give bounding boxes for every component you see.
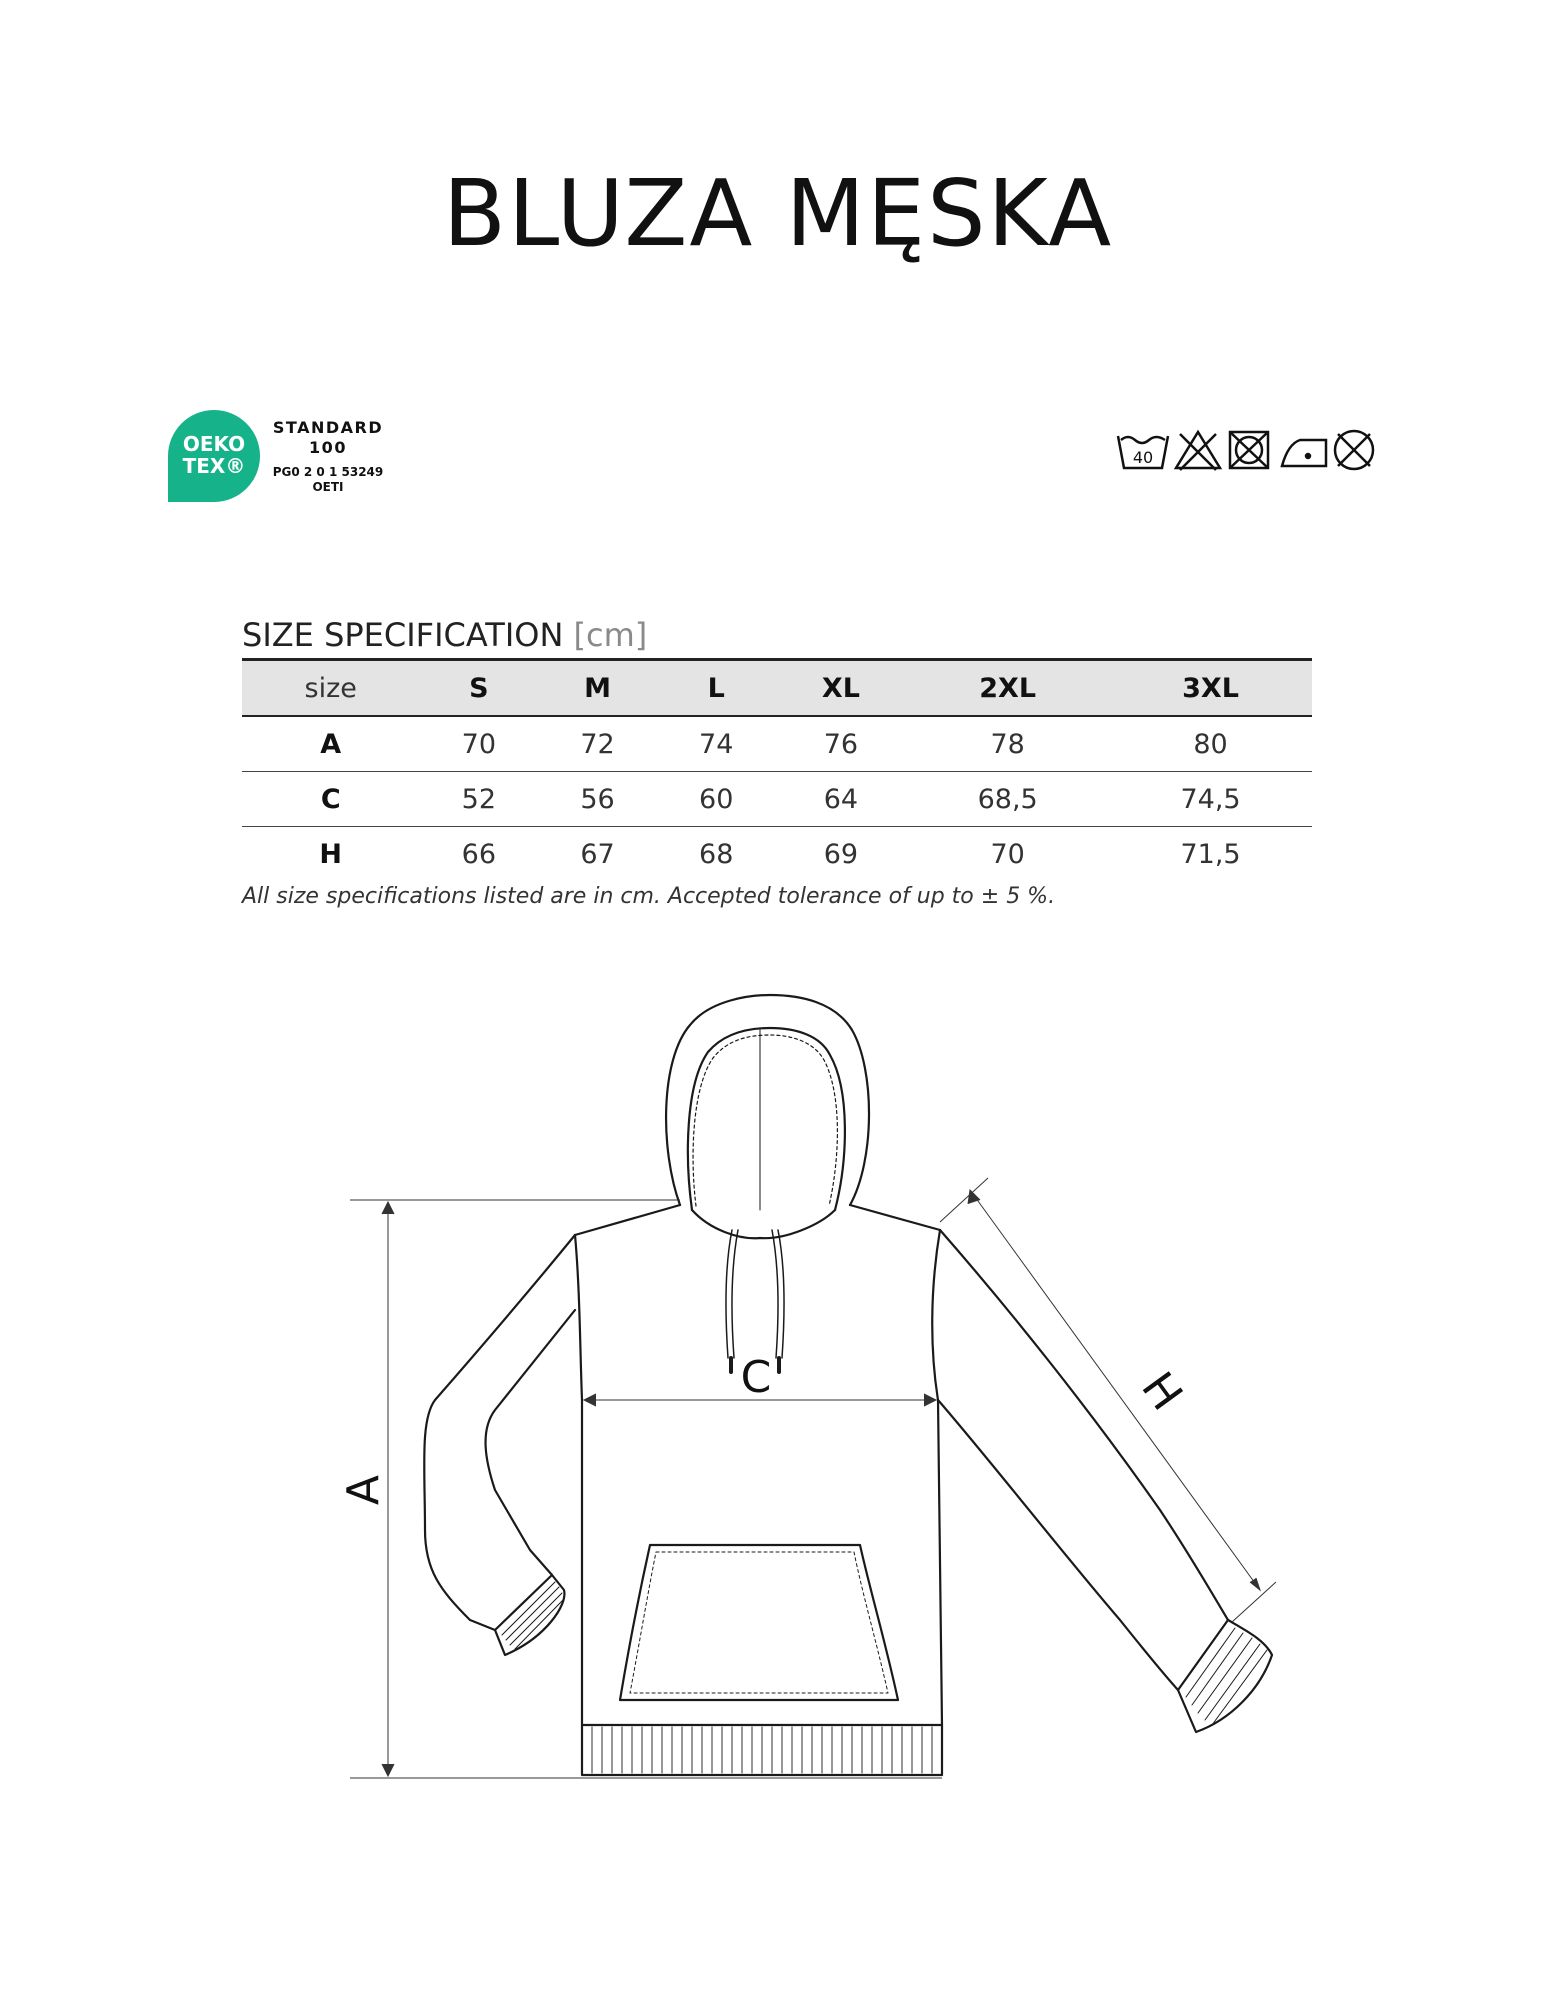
neck-front xyxy=(692,1210,835,1238)
size-spec-title xyxy=(242,616,647,654)
right-sleeve xyxy=(940,1230,1228,1620)
oeko-tex-logo xyxy=(168,410,260,502)
body-left-side xyxy=(575,1235,582,1725)
oeko-logo-line2: TEX® xyxy=(182,454,246,478)
standard-label: STANDARD xyxy=(272,418,384,437)
left-shoulder xyxy=(575,1205,680,1235)
row-label: C xyxy=(242,772,419,827)
certification-institute: OETI xyxy=(312,480,344,494)
drawstring-left xyxy=(726,1230,732,1358)
certificate-number: PG0 2 0 1 53249 xyxy=(272,465,384,479)
table-cell: 66 xyxy=(461,838,496,870)
no-bleach-icon xyxy=(1176,432,1220,470)
size-spec-heading: SIZE SPECIFICATION xyxy=(242,616,564,654)
right-sleeve-inner xyxy=(938,1400,1178,1690)
table-cell: 64 xyxy=(776,772,907,827)
table-row xyxy=(242,716,1312,772)
table-cell: 74,5 xyxy=(1109,772,1312,827)
right-shoulder xyxy=(850,1205,940,1230)
header-m: M xyxy=(538,660,657,717)
table-cell: 74 xyxy=(657,716,776,772)
row-label: A xyxy=(242,716,419,772)
hood-seam xyxy=(693,1035,837,1206)
arrow-a-top xyxy=(382,1202,394,1214)
table-cell: 70 xyxy=(419,716,538,772)
header-xl: XL xyxy=(776,660,907,717)
oeko-logo-line1: OEKO xyxy=(182,432,246,456)
left-sleeve-inner xyxy=(486,1310,575,1575)
table-cell: 70 xyxy=(990,838,1025,870)
table-cell: 80 xyxy=(1109,716,1312,772)
header-2xl: 2XL xyxy=(906,660,1109,717)
table-cell: 67 xyxy=(580,838,615,870)
measure-h xyxy=(970,1190,1260,1590)
pocket-stitch xyxy=(630,1552,888,1693)
page-title: BLUZA MĘSKA xyxy=(442,160,1114,267)
left-sleeve xyxy=(424,1235,575,1630)
label-a: A xyxy=(338,1474,389,1506)
guide-h-bottom xyxy=(1232,1582,1276,1622)
arrow-c-left xyxy=(584,1394,596,1406)
body-right-side xyxy=(932,1230,942,1725)
table-row xyxy=(242,772,1312,827)
guide-h-top xyxy=(940,1178,988,1222)
drawstring-left-b xyxy=(732,1230,738,1358)
waistband-ribbing xyxy=(592,1727,932,1773)
table-cell: 76 xyxy=(776,716,907,772)
table-cell: 60 xyxy=(657,772,776,827)
table-cell: 56 xyxy=(538,772,657,827)
table-cell: 68,5 xyxy=(906,772,1109,827)
wash-temperature: 40 xyxy=(1132,448,1154,467)
table-cell: 68 xyxy=(699,838,734,870)
header-s: S xyxy=(419,660,538,717)
table-cell: 52 xyxy=(419,772,538,827)
drawstring-right-b xyxy=(772,1230,778,1358)
row-label: H xyxy=(319,838,343,870)
hood-outer xyxy=(666,995,869,1205)
table-cell: 71,5 xyxy=(1180,838,1241,870)
arrow-c-right xyxy=(924,1394,936,1406)
right-cuff-ribbing xyxy=(1186,1628,1267,1725)
no-dry-clean-icon xyxy=(1335,431,1373,469)
arrow-h-bottom xyxy=(1250,1578,1260,1590)
size-spec-unit: [cm] xyxy=(573,616,648,654)
oeko-tex-certificate xyxy=(268,418,388,494)
table-cell: 69 xyxy=(823,838,859,870)
kangaroo-pocket xyxy=(620,1545,898,1700)
table-cell: 72 xyxy=(538,716,657,772)
table-cell: 78 xyxy=(906,716,1109,772)
header-l: L xyxy=(657,660,776,717)
size-table-header xyxy=(242,660,1312,717)
standard-number: 100 xyxy=(309,438,347,457)
table-row xyxy=(242,827,1312,882)
arrow-a-bottom xyxy=(382,1764,394,1776)
header-3xl: 3XL xyxy=(1109,660,1312,717)
care-symbols xyxy=(1116,428,1376,474)
tolerance-note: All size specifications listed are in cm. Accepted tolerance of up to ± 5 %. xyxy=(242,884,1056,909)
left-cuff xyxy=(495,1575,564,1655)
wash-40-icon xyxy=(1118,436,1168,468)
size-table xyxy=(242,658,1312,881)
header-size: size xyxy=(242,660,419,717)
no-tumble-dry-icon xyxy=(1230,432,1268,468)
label-c: C xyxy=(740,1352,772,1403)
drawstring-right xyxy=(778,1230,784,1358)
iron-low-icon xyxy=(1282,440,1326,466)
hoodie-measurement-diagram xyxy=(330,990,1350,1810)
label-h: H xyxy=(1131,1363,1193,1420)
